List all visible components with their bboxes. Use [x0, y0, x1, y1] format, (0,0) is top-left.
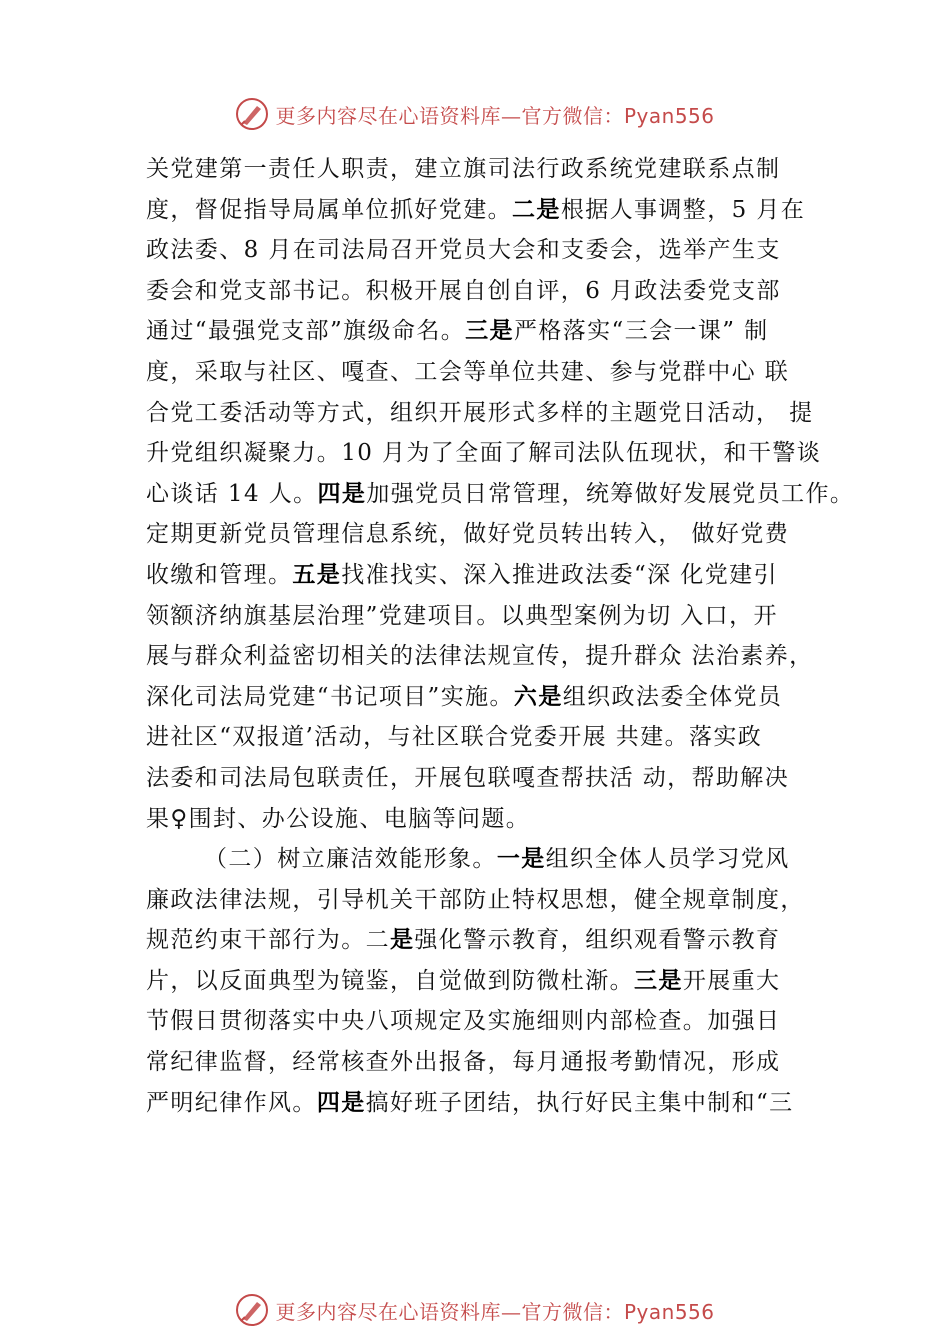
line-text: 组织政法委全体党员 [562, 683, 783, 710]
line-text: 心谈话 14 人。 [146, 480, 318, 507]
text-line [146, 474, 855, 515]
line-text: 找准找实、深入推进政法委“深 化党建引 [341, 561, 778, 588]
line-text: 度，采取与社区、嘎查、工会等单位共建、参与党群中心 联 [146, 358, 790, 385]
line-text: 进社区“双报道’活动，与社区联合党委开展 共建。落实政 [146, 724, 763, 751]
text-line [146, 1042, 846, 1083]
emphasis-text: 五是 [292, 560, 342, 588]
text-line [146, 758, 846, 799]
emphasis-text: 四是 [317, 479, 367, 507]
line-text: 通过“最强党支部”旗级命名。 [146, 318, 466, 345]
header-watermark [0, 94, 950, 134]
watermark-text: 更多内容尽在心语资料库—官方微信：Pyan556 [275, 1299, 715, 1324]
line-text: 领额济纳旗基层治理”党建项目。以典型案例为切 入口，开 [146, 602, 778, 629]
emphasis-text: 二是 [512, 195, 561, 223]
emphasis-text: 三是 [465, 317, 514, 345]
line-text: 强化警示教育，组织观看警示教育 [414, 927, 781, 954]
emphasis-text: 一是 [496, 845, 546, 873]
line-text: 片，以反面典型为镜鉴，自觉做到防微杜渐。 [146, 967, 634, 994]
text-line [146, 149, 846, 190]
text-line [146, 555, 846, 596]
text-line [146, 961, 846, 1002]
line-text: 常纪律监督，经常核查外出报备，每月通报考勤情况，形成 [146, 1049, 781, 1076]
text-line [146, 190, 846, 231]
quill-logo-icon [235, 1293, 269, 1327]
line-text: 展与群众利益密切相关的法律法规宣传，提升群众 法治素养， [146, 643, 814, 670]
line-text: 深化司法局党建“书记项目”实施。 [146, 683, 514, 710]
line-text: 根据人事调整，5 月在 [560, 196, 806, 223]
emphasis-text: 三是 [634, 966, 683, 994]
line-text: 廉政法律法规，引导机关干部防止特权思想，健全规章制度， [146, 886, 805, 913]
text-line [146, 393, 846, 434]
text-line [146, 596, 846, 637]
emphasis-text: 四是 [316, 1088, 366, 1116]
line-text: 开展重大 [682, 967, 781, 994]
text-line [146, 271, 846, 312]
text-line [146, 677, 846, 718]
quill-logo-icon [235, 97, 269, 131]
line-text: 严格落实“三会一课” 制 [513, 318, 769, 345]
text-line [146, 433, 846, 474]
line-text: 规范约束干部行为。二 [146, 927, 390, 954]
text-line [146, 311, 846, 352]
line-text: 收缴和管理。 [146, 561, 293, 588]
line-text: 组织全体人员学习党风 [545, 846, 790, 873]
line-text: 严明纪律作风。 [146, 1089, 317, 1116]
text-line [146, 514, 846, 555]
watermark-wechat-id: Pyan556 [623, 1299, 715, 1324]
emphasis-text: 六是 [513, 682, 563, 710]
text-line [146, 1001, 846, 1042]
line-text: 政法委、8 月在司法局召开党员大会和支委会，选举产生支 [146, 237, 781, 264]
document-body [146, 149, 855, 1123]
line-text: 果♀围封、办公设施、电脑等问题。 [146, 805, 531, 832]
text-line [146, 636, 846, 677]
line-text: 委会和党支部书记。积极开展自创自评，6 月政法委党支部 [146, 277, 781, 304]
line-text: 加强党员日常管理，统筹做好发展党员工作。 [366, 480, 855, 507]
text-line [146, 352, 846, 393]
line-text: 升党组织凝聚力。10 月为了全面了解司法队伍现状，和干警谈 [146, 440, 822, 467]
text-line [146, 880, 846, 921]
line-text: 搞好班子团结，执行好民主集中制和“三 [365, 1089, 794, 1116]
text-line [146, 799, 846, 840]
text-line [146, 920, 846, 961]
watermark-wechat-id: Pyan556 [623, 103, 715, 128]
line-text: 合党工委活动等方式，组织开展形式多样的主题党日活动， 提 [146, 399, 814, 426]
text-line [146, 839, 846, 880]
text-line [146, 230, 846, 271]
emphasis-text: 是 [390, 926, 415, 954]
line-text: 节假日贯彻落实中央八项规定及实施细则内部检查。加强日 [146, 1008, 781, 1035]
watermark-text: 更多内容尽在心语资料库—官方微信：Pyan556 [275, 103, 715, 128]
line-text: 度，督促指导局属单位抓好党建。 [146, 196, 512, 223]
line-text: 定期更新党员管理信息系统，做好党员转出转入， 做好党费 [146, 521, 790, 548]
line-text: 关党建第一责任人职责，建立旗司法行政系统党建联系点制 [146, 156, 781, 182]
text-line [146, 1083, 846, 1124]
line-text: （二）树立廉洁效能形象。 [204, 846, 497, 873]
footer-watermark [0, 1290, 950, 1330]
text-line [146, 717, 846, 758]
line-text: 法委和司法局包联责任，开展包联嘎查帮扶活 动，帮助解决 [146, 764, 790, 791]
